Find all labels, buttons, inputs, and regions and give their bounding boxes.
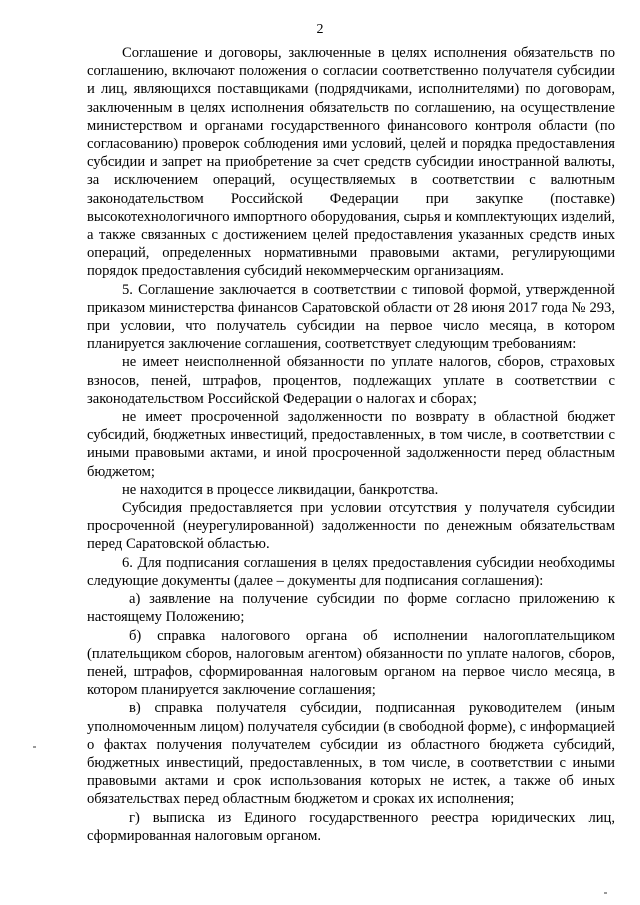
list-item-a: а) заявление на получение субсидии по форме согласно приложению к настоящему Положению; [87,591,615,626]
paragraph-section-5: 5. Соглашение заключается в соответствии с типовой формой, утвержденной приказом министерства финансов Саратовской области от 28 июня 2017 года № 293, при условии, что получатель субсидии на первое число месяца, в котором планируется заключение соглашения, соответствует следующим требованиям: [87,281,615,353]
list-item-g: г) выписка из Единого государственного реестра юридических лиц, сформированная налоговым органом. [87,809,615,844]
list-item-v: в) справка получателя субсидии, подписанная руководителем (иным уполномоченным лицом) получателя субсидии (в свободной форме), с информацией о фактах получения получателем субсидии из областного бюджета субсидий, бюджетных инвестиций, предоставленных, в том числе, в соответствии с иными правовыми актами и срок использования которых не истек, а также об иных обязательствах перед областным бюджетом и сроках их исполнения; [87,700,615,808]
paragraph-requirement-debt: не имеет просроченной задолженности по возврату в областной бюджет субсидий, бюджетных инвестиций, предоставленных, в том числе, в соответствии с иными правовыми актами, и иной просроченной задолженности перед областным бюджетом; [87,409,615,480]
list-item-b: б) справка налогового органа об исполнении налогоплательщиком (плательщиком сборов, налоговым агентом) обязанности по уплате налогов, сборов, пеней, штрафов, сформированная налоговым органом на первое число месяца, в котором планируется заключение соглашения; [87,627,615,699]
paragraph-agreement-conditions: Соглашение и договоры, заключенные в целях исполнения обязательств по соглашению, включают положения о согласии соответственно получателя субсидии и лиц, являющихся поставщиками (подрядчиками, исполнителями) по договорам, заключенным в целях исполнения обязательств по соглашению, на осуществление министерством и органами государственного финансового контроля области (по согласованию) проверок соблюдения ими условий, целей и порядка предоставления субсидии и запрет на приобретение за счет средств субсидии иностранной валюты, за исключением операций, осуществляемых в соответствии с валютным законодательством Российской Федерации при закупке (поставке) высокотехнологичного импортного оборудования, сырья и комплектующих изделий, а также связанных с достижением целей предоставления указанных средств иных операций, определенных нормативными правовыми актами, регулирующими порядок предоставления субсидий некоммерческим организациям. [87,45,615,280]
document-body [87,44,615,845]
page-number: 2 [316,22,324,37]
paragraph-requirement-liquidation: не находится в процессе ликвидации, банкротства. [122,481,439,498]
paragraph-section-6: 6. Для подписания соглашения в целях предоставления субсидии необходимы следующие документы (далее – документы для подписания соглашения): [87,554,615,589]
paragraph-subsidy-condition: Субсидия предоставляется при условии отсутствия у получателя субсидии просроченной (неурегулированной) задолженности по денежным обязательствам перед Саратовской областью. [87,500,615,553]
scan-speck [604,892,607,894]
scan-speck [33,746,36,748]
paragraph-requirement-taxes: не имеет неисполненной обязанности по уплате налогов, сборов, страховых взносов, пеней, штрафов, процентов, подлежащих уплате в соответствии с законодательством Российской Федерации о налогах и сборах; [87,354,615,407]
